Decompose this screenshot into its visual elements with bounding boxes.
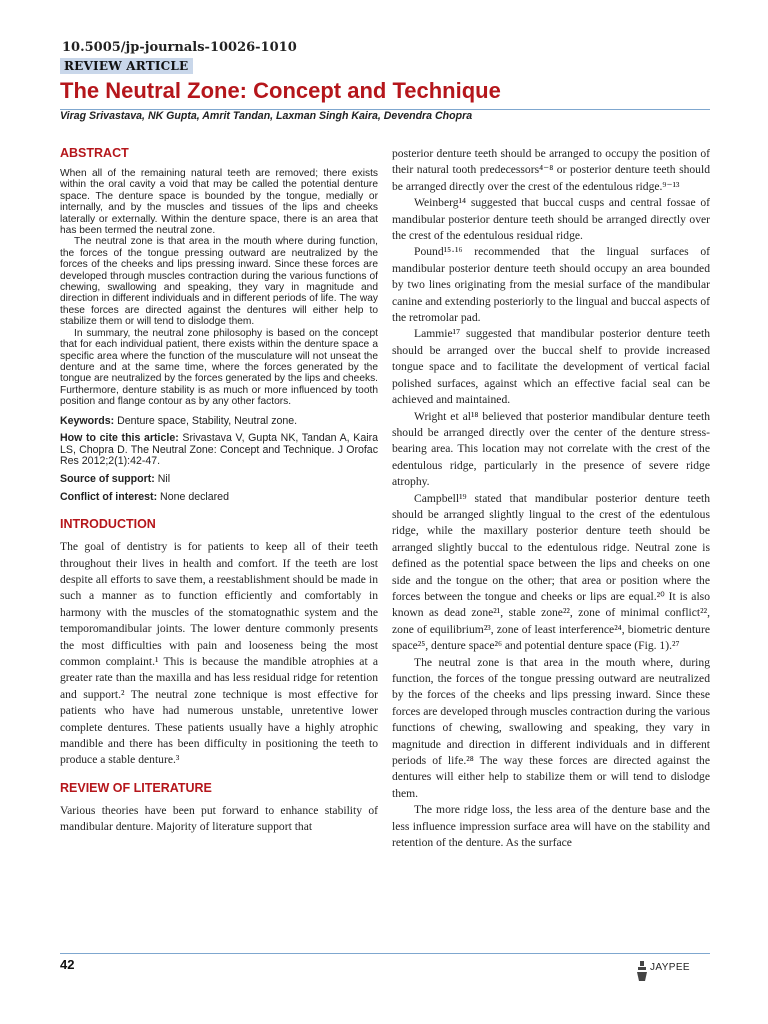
conflict-value: None declared bbox=[157, 490, 229, 503]
right-column bbox=[392, 146, 710, 851]
support-line bbox=[60, 474, 378, 486]
body-paragraph: Lammie¹⁷ suggested that mandibular posterior denture teeth should be arranged over the buccal shelf to provide increased tongue space and to facilitate the development of vertical facial polished surfaces, against which an effective facial seal can be achieved and maintained. bbox=[392, 327, 710, 407]
support-label: Source of support: bbox=[60, 472, 155, 485]
body-paragraph: The neutral zone is that area in the mouth where, during function, the forces of the tongue pressing outward are neutralized by the forces of the cheeks and lips pressing inward. Since these forces are developed through muscles contraction during the various functions of chewing, swallowing and speaking, they vary in magnitude and direction in different individuals and in different periods of life.²⁸ The way these forces are directed against the dentures will either help to stabilize them or will tend to dislodge them. bbox=[392, 655, 710, 800]
keywords-value: Denture space, Stability, Neutral zone. bbox=[114, 414, 298, 427]
review-text: Various theories have been put forward to enhance stability of mandibular denture. Majority of literature support that bbox=[60, 803, 378, 834]
left-column bbox=[60, 146, 378, 836]
keywords-line bbox=[60, 416, 378, 428]
footer-rule bbox=[60, 953, 710, 954]
doi-line: 10.5005/jp-journals-10026-1010 bbox=[62, 40, 297, 55]
publisher-name: JAYPEE bbox=[650, 962, 691, 973]
cite-value: Srivastava V, Gupta NK, Tandan A, Kaira LS, Chopra D. The Neutral Zone: Concept and Technique. J Orofac Res 2012;2(1):42-47. bbox=[60, 432, 378, 468]
body-paragraph: Campbell¹⁹ stated that mandibular posterior denture teeth should be arranged slightly lingual to the crest of the edentulous ridge, while the maxillary posterior denture teeth should be arranged slightly buccal to the edentulous ridge. Neutral zone is defined as the potential space between the lips and cheeks on one side and the tongue on the other; that area or position where the forces between the tongue and cheeks or lips are equal.²⁰ It is also known as dead zone²¹, stable zone²², zone of minimal conflict²², zone of equilibrium²³, zone of least interference²⁴, biometric denture space²⁵, denture space²⁶ and potential denture space (Fig. 1).²⁷ bbox=[392, 491, 710, 653]
body-paragraph: Weinberg¹⁴ suggested that buccal cusps and central fossae of mandibular posterior denture teeth should be arranged directly over the crest of the edentulous residual ridge. bbox=[392, 196, 710, 243]
review-heading: REVIEW OF LITERATURE bbox=[60, 780, 212, 795]
body-paragraph: Pound¹⁵·¹⁶ recommended that the lingual surfaces of mandibular posterior denture teeth should occupy an area bounded by two lines originating from the mesial surface of the mandibular canine and extending posteriorly to the lingual and buccal aspects of the retromolar pad. bbox=[392, 245, 710, 325]
introduction-text: The goal of dentistry is for patients to keep all of their teeth throughout their lives in health and comfort. If the teeth are lost despite all efforts to save them, a reestablishment should be made in such a manner as to function efficiently and comfortably in harmony with the muscles of the stomatognathic system and the temporomandibular joints. The lower denture commonly presents the most difficulties with pain and looseness being the most common complaint.¹ This is because the mandible atrophies at a greater rate than the maxilla and has less residual ridge for retention and support.² The neutral zone technique is most effective for patients who have had numerous unstable, unretentive lower complete dentures. These patients usually have a highly atrophic mandible and there has been difficulty in positioning the teeth to produce a stable denture.³ bbox=[60, 540, 378, 767]
introduction-heading: INTRODUCTION bbox=[60, 517, 156, 532]
author-list: Virag Srivastava, NK Gupta, Amrit Tandan, Laxman Singh Kaira, Devendra Chopra bbox=[60, 110, 473, 122]
abstract-heading: ABSTRACT bbox=[60, 146, 129, 160]
article-title: The Neutral Zone: Concept and Technique bbox=[60, 78, 501, 103]
body-paragraph: Wright et al¹⁸ believed that posterior mandibular denture teeth should be arranged directly over the center of the denture stress-bearing area. This location may not correlate with the crest of the edentulous ridge, particularly in the presence of severe ridge atrophy. bbox=[392, 409, 710, 489]
conflict-label: Conflict of interest: bbox=[60, 490, 158, 503]
keywords-label: Keywords: bbox=[60, 414, 115, 427]
abstract-paragraph: The neutral zone is that area in the mouth where during function, the forces of the tongue pressing outward are neutralized by the forces of the cheeks and lips pressing inward. Since these forces are developed through muscles contraction during the various functions of chewing, swallowing and speaking, they vary in magnitude and direction in different individuals and in different periods of life. The way these forces are directed against the dentures will either help to stabilize them or will tend to dislodge them. bbox=[60, 236, 378, 328]
cite-line bbox=[60, 433, 378, 468]
publisher-logo-icon bbox=[636, 960, 648, 982]
article-type-badge: REVIEW ARTICLE bbox=[60, 58, 193, 74]
page-number: 42 bbox=[60, 957, 75, 972]
abstract-paragraph: When all of the remaining natural teeth are removed; there exists within the oral cavity a void that may be called the potential denture space. The denture space is bounded by the tongue, medially or internally, and by the muscles and tissues of the lips and cheeks laterally or externally. Within the denture space, there is an area that has been termed the neutral zone. bbox=[60, 168, 378, 237]
support-value: Nil bbox=[154, 472, 171, 485]
abstract-paragraph: In summary, the neutral zone philosophy is based on the concept that for each individual patient, there exists within the denture space a specific area where the function of the musculature will not unseat the denture and at the same time, where the forces generated by the tongue are neutralized by the forces generated by the lips and cheeks. Furthermore, denture stability is as much or more influenced by tooth position and flange contour as by any other factors. bbox=[60, 327, 378, 408]
body-paragraph: posterior denture teeth should be arranged to occupy the position of their natural tooth predecessors⁴⁻⁸ or posterior denture teeth should be arranged directly over the crest of the edentulous ridge.⁹⁻¹³ bbox=[392, 147, 710, 193]
conflict-line bbox=[60, 492, 378, 504]
cite-label: How to cite this article: bbox=[60, 432, 179, 445]
body-paragraph: The more ridge loss, the less area of the denture base and the less influence impression surface area will have on the stability and retention of the denture. As the surface bbox=[392, 803, 710, 850]
